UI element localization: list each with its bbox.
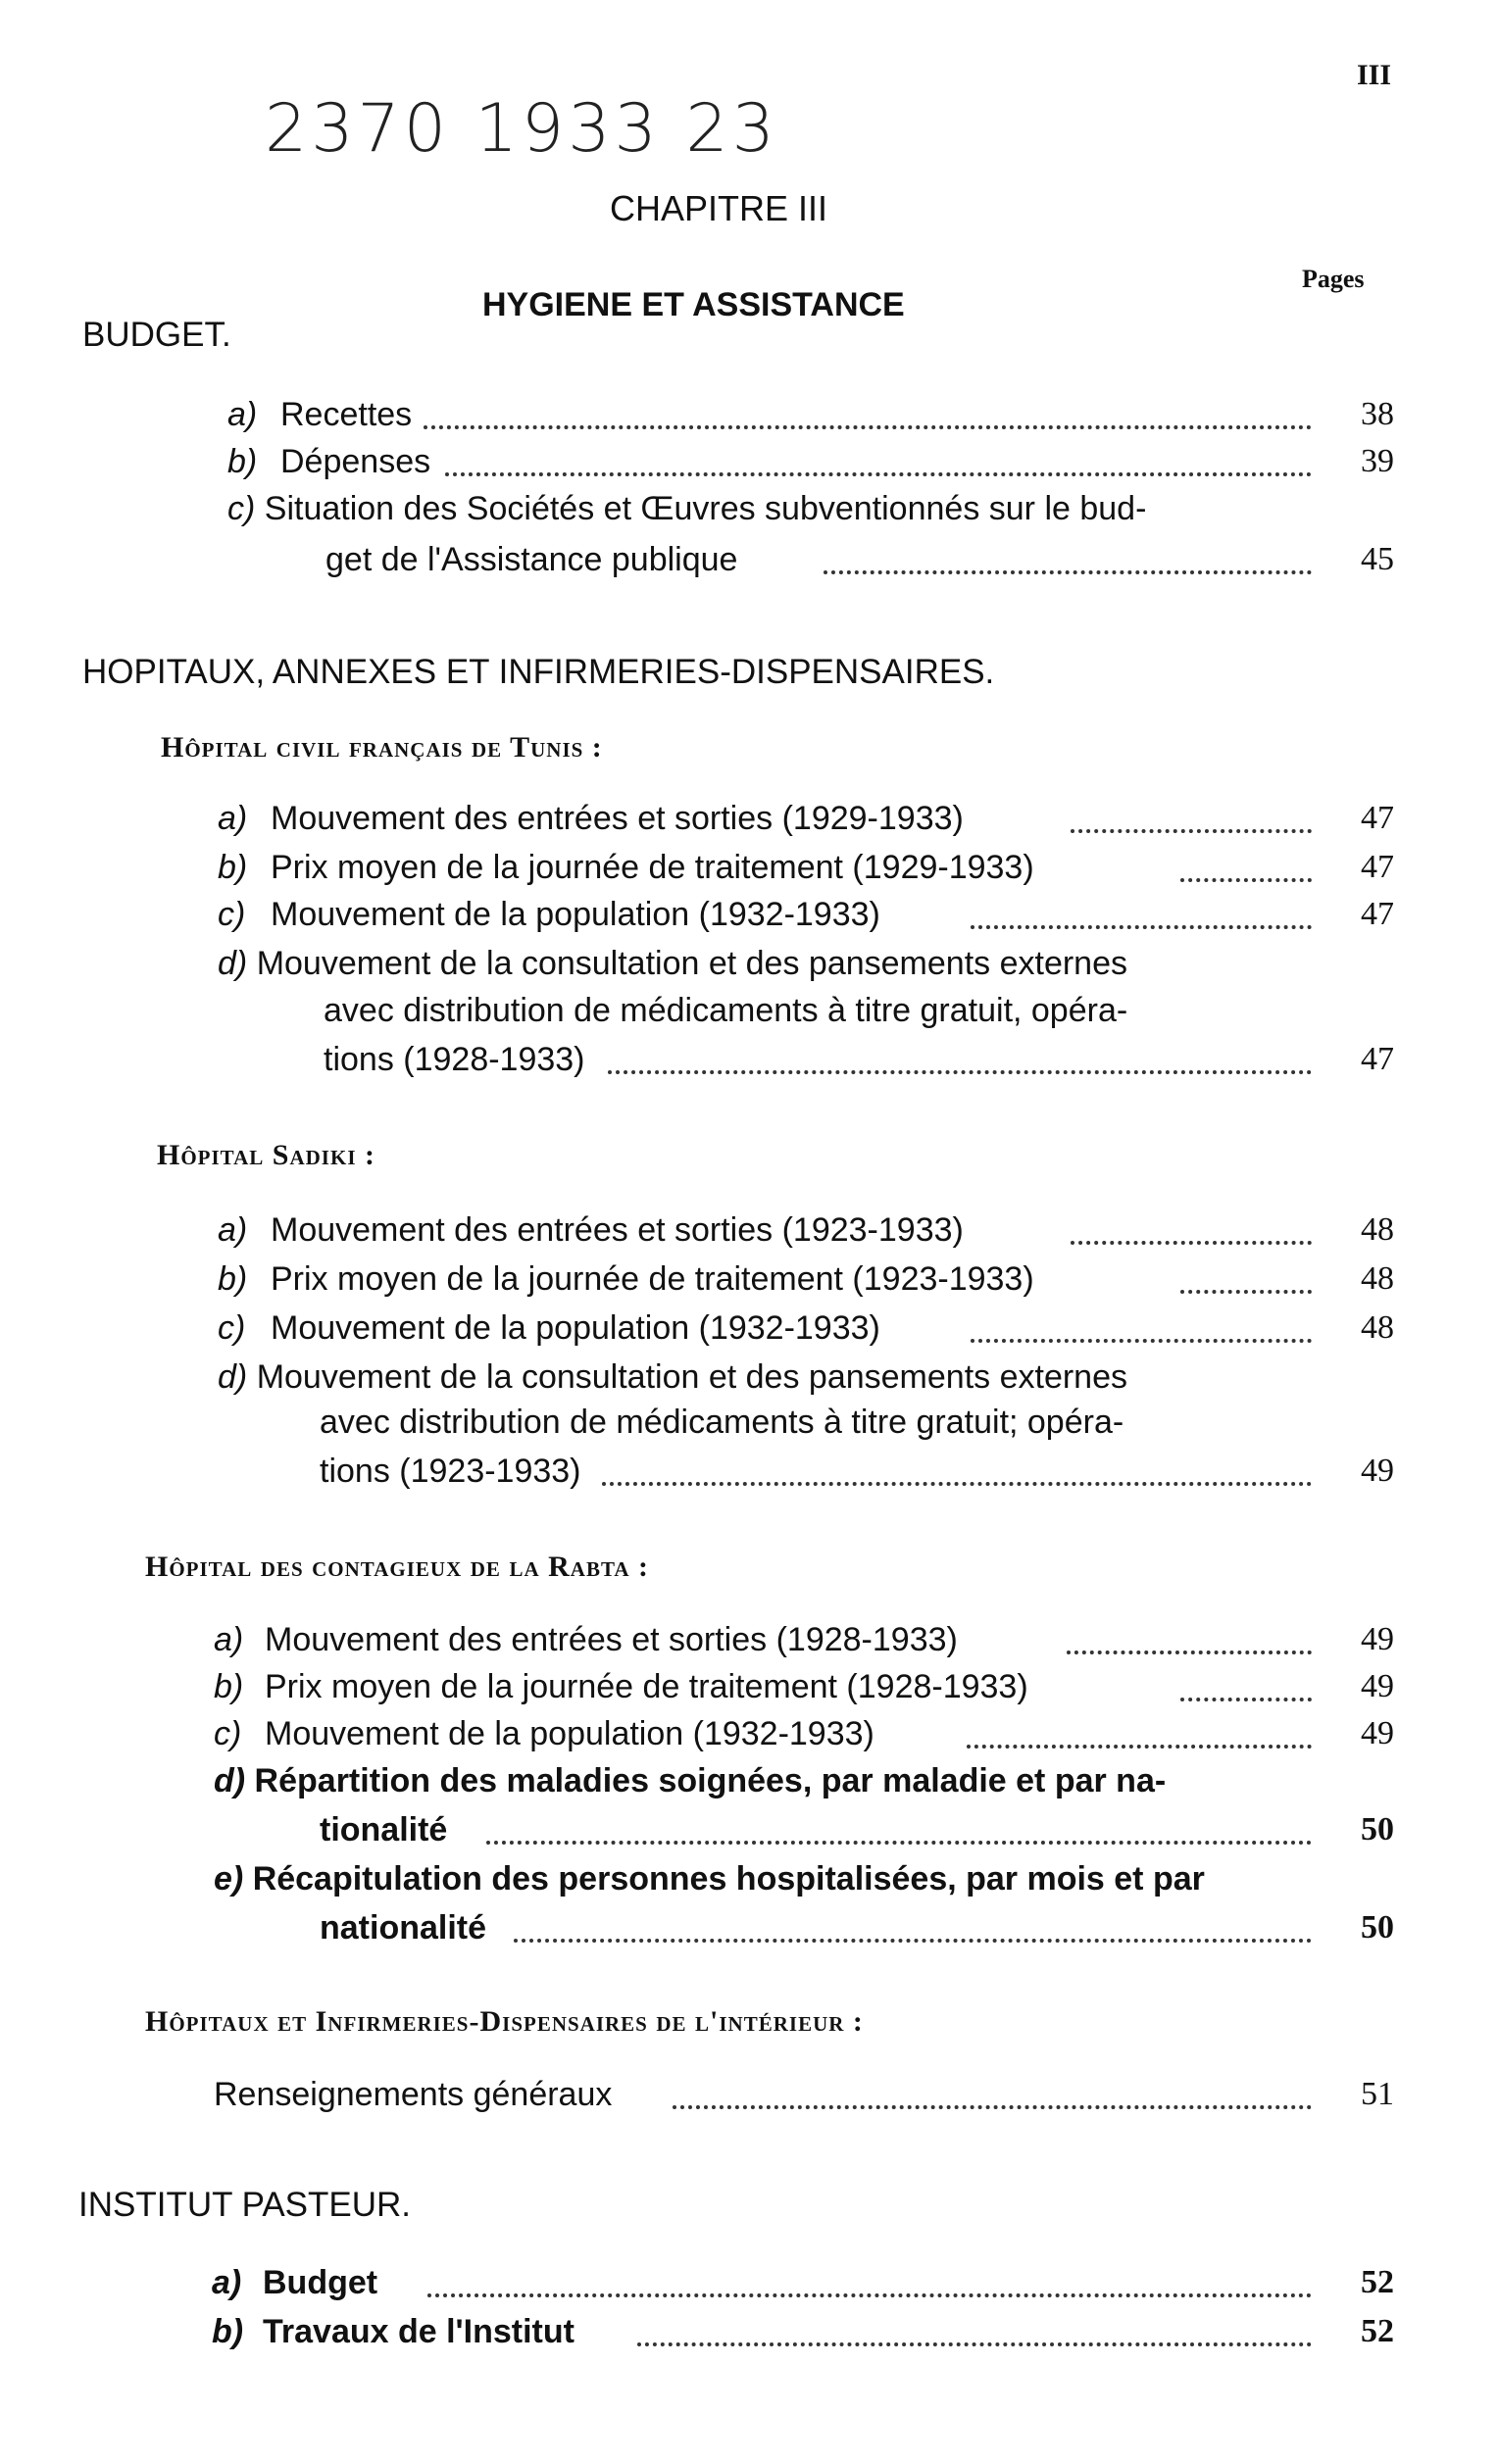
- toc-entry-sadiki-d-end[interactable]: tions (1923-1933) 49: [320, 1453, 1394, 1490]
- toc-entry-sadiki-a[interactable]: a) Mouvement des entrées et sorties (1923-1933) 48: [218, 1211, 1394, 1249]
- page-ref: 49: [1361, 1453, 1394, 1489]
- leader-dots: [971, 1309, 1312, 1343]
- subsection-title-hopital-civil: Hôpital civil français de Tunis :: [161, 731, 603, 764]
- leader-dots: [514, 1909, 1312, 1943]
- toc-entry-budget-situation[interactable]: c) Situation des Sociétés et Œuvres subventionnés sur le bud-: [227, 490, 1147, 527]
- page-ref: 48: [1361, 1211, 1394, 1248]
- handwritten-archive-note: 2370 1933 23: [265, 90, 778, 168]
- leader-dots: [1180, 1260, 1312, 1294]
- page-ref: 47: [1361, 896, 1394, 932]
- page-ref: 45: [1361, 541, 1394, 577]
- toc-entry-civil-c[interactable]: c) Mouvement de la population (1932-1933) 47: [218, 896, 1394, 933]
- leader-dots: [486, 1811, 1312, 1845]
- chapter-subtitle: HYGIENE ET ASSISTANCE: [482, 286, 905, 323]
- page-ref: 50: [1361, 1811, 1394, 1848]
- chapter-title: CHAPITRE III: [610, 188, 828, 228]
- page-ref: 38: [1361, 396, 1394, 432]
- page-ref: 49: [1361, 1668, 1394, 1704]
- toc-entry-sadiki-b[interactable]: b) Prix moyen de la journée de traitement (1923-1933) 48: [218, 1260, 1394, 1298]
- page-ref: 47: [1361, 800, 1394, 836]
- toc-entry-sadiki-c[interactable]: c) Mouvement de la population (1932-1933) 48: [218, 1309, 1394, 1347]
- page-ref: 52: [1361, 2313, 1394, 2349]
- leader-dots: [427, 2264, 1312, 2297]
- toc-entry-rabta-a[interactable]: a) Mouvement des entrées et sorties (1928-1933) 49: [214, 1621, 1394, 1658]
- toc-entry-rabta-e-end[interactable]: nationalité 50: [320, 1909, 1394, 1947]
- subsection-title-hopitaux-interieur: Hôpitaux et Infirmeries-Dispensaires de l'intérieur :: [145, 2005, 864, 2038]
- page-ref: 51: [1361, 2076, 1394, 2112]
- leader-dots: [424, 396, 1312, 429]
- toc-entry-pasteur-travaux[interactable]: b) Travaux de l'Institut 52: [212, 2313, 1394, 2350]
- page-ref: 47: [1361, 849, 1394, 885]
- leader-dots: [608, 1041, 1312, 1074]
- toc-entry-rabta-e[interactable]: e) Récapitulation des personnes hospitalisées, par mois et par: [214, 1860, 1205, 1897]
- subsection-title-hopital-sadiki: Hôpital Sadiki :: [157, 1139, 375, 1171]
- page-ref: 48: [1361, 1260, 1394, 1297]
- page-ref: 39: [1361, 443, 1394, 479]
- toc-entry-budget-recettes[interactable]: a) Recettes 38: [227, 396, 1394, 433]
- section-title-hopitaux: HOPITAUX, ANNEXES ET INFIRMERIES-DISPENSAIRES.: [82, 653, 995, 691]
- leader-dots: [673, 2076, 1312, 2109]
- leader-dots: [602, 1453, 1312, 1486]
- toc-entry-rabta-d[interactable]: d) Répartition des maladies soignées, par maladie et par na-: [214, 1762, 1167, 1799]
- leader-dots: [1071, 800, 1312, 833]
- leader-dots: [967, 1715, 1312, 1749]
- page-ref: 50: [1361, 1909, 1394, 1946]
- leader-dots: [1180, 849, 1312, 882]
- page-ref: 52: [1361, 2264, 1394, 2300]
- leader-dots: [971, 896, 1312, 929]
- page-ref: 49: [1361, 1621, 1394, 1657]
- leader-dots: [445, 443, 1312, 476]
- toc-entry-budget-situation-cont[interactable]: get de l'Assistance publique 45: [325, 541, 1394, 578]
- page-ref: 48: [1361, 1309, 1394, 1346]
- leader-dots: [824, 541, 1312, 574]
- pages-column-label: Pages: [1302, 265, 1365, 293]
- toc-entry-budget-depenses[interactable]: b) Dépenses 39: [227, 443, 1394, 480]
- toc-entry-sadiki-d-cont: avec distribution de médicaments à titre gratuit; opéra-: [320, 1404, 1124, 1441]
- page-number: III: [1357, 59, 1392, 91]
- toc-entry-civil-d[interactable]: d) Mouvement de la consultation et des pansements externes: [218, 945, 1127, 982]
- toc-entry-civil-d-cont: avec distribution de médicaments à titre gratuit, opéra-: [324, 992, 1128, 1029]
- toc-entry-pasteur-budget[interactable]: a) Budget 52: [212, 2264, 1394, 2301]
- toc-entry-sadiki-d[interactable]: d) Mouvement de la consultation et des pansements externes: [218, 1358, 1127, 1396]
- leader-dots: [1180, 1668, 1312, 1701]
- leader-dots: [1071, 1211, 1312, 1245]
- section-title-budget: BUDGET.: [82, 316, 231, 354]
- toc-entry-civil-b[interactable]: b) Prix moyen de la journée de traitement (1929-1933) 47: [218, 849, 1394, 886]
- toc-entry-interieur-renseignements[interactable]: Renseignements généraux 51: [214, 2076, 1394, 2113]
- leader-dots: [1067, 1621, 1312, 1654]
- toc-entry-civil-a[interactable]: a) Mouvement des entrées et sorties (1929-1933) 47: [218, 800, 1394, 837]
- leader-dots: [637, 2313, 1312, 2346]
- page-ref: 47: [1361, 1041, 1394, 1077]
- toc-entry-rabta-d-end[interactable]: tionalité 50: [320, 1811, 1394, 1848]
- section-title-pasteur: INSTITUT PASTEUR.: [78, 2186, 412, 2224]
- page-ref: 49: [1361, 1715, 1394, 1751]
- toc-entry-civil-d-end[interactable]: tions (1928-1933) 47: [324, 1041, 1394, 1078]
- toc-entry-rabta-b[interactable]: b) Prix moyen de la journée de traitement (1928-1933) 49: [214, 1668, 1394, 1705]
- subsection-title-hopital-rabta: Hôpital des contagieux de la Rabta :: [145, 1551, 650, 1583]
- toc-entry-rabta-c[interactable]: c) Mouvement de la population (1932-1933) 49: [214, 1715, 1394, 1752]
